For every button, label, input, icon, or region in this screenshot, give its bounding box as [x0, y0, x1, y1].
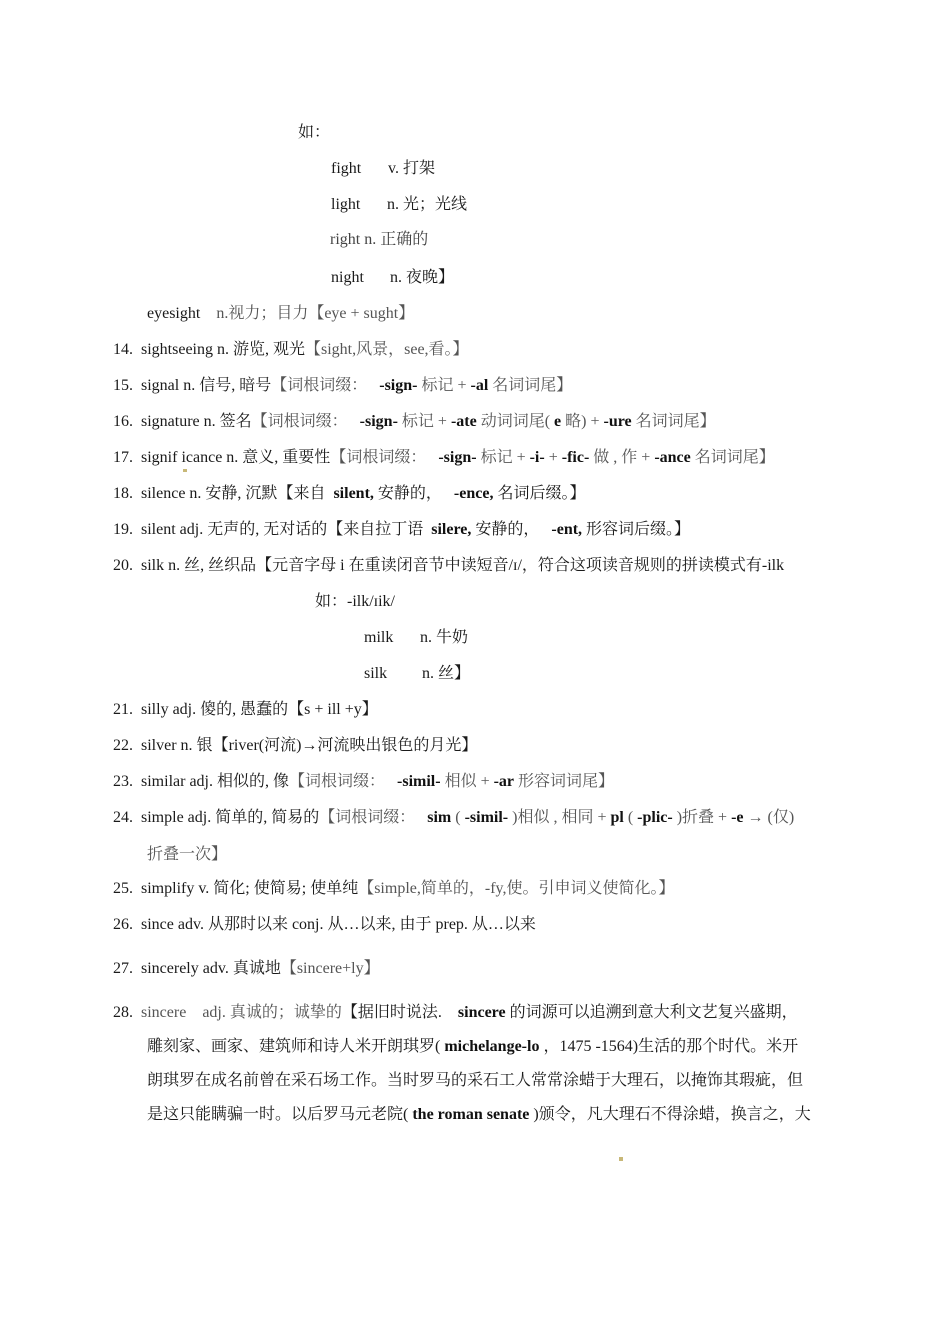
eyesight-def: n.视力；目力【eye + sught】 [216, 305, 415, 322]
cut-off-line: right n. 正确的 [330, 231, 429, 248]
silk-intro: 如：-ilk/ɪik/ [315, 593, 396, 610]
entry-20: 20. silk n. 丝, 丝织品【元音字母 i 在重读闭音节中读短音/ɪ/，符合这项读音规则的拼读模式有-ilk [113, 557, 785, 574]
entry-25: 25. simplify v. 简化; 使简易; 使单纯【simple,简单的，-fy,使。引申词义使简化。】 [113, 880, 675, 897]
entry-28-line-4: 是这只能瞒骗一时。以后罗马元老院( the roman senate )颁令，凡大理石不得涂蜡，换言之，大 [147, 1106, 811, 1123]
entry-21: 21. silly adj. 傻的, 愚蠢的【s + ill +y】 [113, 701, 378, 718]
stray-mark [183, 469, 187, 472]
example-word: fight [331, 160, 362, 177]
example-pos: n. 夜晚】 [390, 269, 455, 286]
entry-17: 17. signif icance n. 意义, 重要性【词根词缀： -sign- 标记 + -i- + -fic- 做 , 作 + -ance 名词词尾】 [113, 449, 775, 466]
entry-15: 15. signal n. 信号, 暗号【词根词缀： -sign- 标记 + -al 名词词尾】 [113, 377, 573, 394]
example-word: silk [364, 665, 388, 682]
entry-18: 18. silence n. 安静, 沉默【来自 silent, 安静的， -ence, 名词后缀。】 [113, 485, 586, 502]
entry-28-line-2: 雕刻家、画家、建筑师和诗人米开朗琪罗( michelange-lo ，1475 -1564)生活的那个时代。米开 [147, 1038, 799, 1055]
example-word: light [331, 196, 361, 213]
example-pos: v. 打架 [388, 160, 435, 177]
entry-27: 27. sincerely adv. 真诚地【sincere+ly】 [113, 960, 380, 977]
entry-14: 14. sightseeing n. 游览, 观光【sight,风景，see,看。】 [113, 341, 469, 358]
example-word: night [331, 269, 364, 286]
example-pos: n. 丝】 [422, 665, 471, 682]
stray-mark [619, 1157, 623, 1161]
entry-24: 24. simple adj. 简单的, 简易的【词根词缀： sim ( -simil- )相似 , 相同 + pl ( -plic- )折叠 + -e → (仅) [113, 809, 795, 826]
entry-16: 16. signature n. 签名【词根词缀： -sign- 标记 + -ate 动词词尾( e 略) + -ure 名词词尾】 [113, 413, 716, 430]
example-pos: n. 牛奶 [420, 629, 469, 646]
example-pos: n. 光；光线 [387, 196, 468, 213]
entry-24-continuation: 折叠一次】 [147, 846, 228, 863]
entry-28: 28. sincere adj. 真诚的；诚挚的【据旧时说法. sincere 的词源可以追溯到意大利文艺复兴盛期， [113, 1004, 798, 1021]
eyesight-line [147, 304, 414, 324]
entry-28-line-3: 朗琪罗在成名前曾在采石场工作。当时罗马的采石工人常常涂蜡于大理石，以掩饰其瑕疵，但 [147, 1072, 804, 1089]
entry-26: 26. since adv. 从那时以来 conj. 从…以来, 由于 prep. 从…以来 [113, 916, 536, 933]
eyesight-word: eyesight [147, 305, 201, 322]
example-word: milk [364, 629, 394, 646]
entry-22: 22. silver n. 银【river(河流)→河流映出银色的月光】 [113, 737, 478, 754]
entry-19: 19. silent adj. 无声的, 无对话的【来自拉丁语 silere, 安静的， -ent, 形容词后缀。】 [113, 521, 691, 538]
entry-23: 23. similar adj. 相似的, 像【词根词缀： -simil- 相似 + -ar 形容词词尾】 [113, 773, 615, 790]
example-intro: 如： [298, 124, 331, 141]
